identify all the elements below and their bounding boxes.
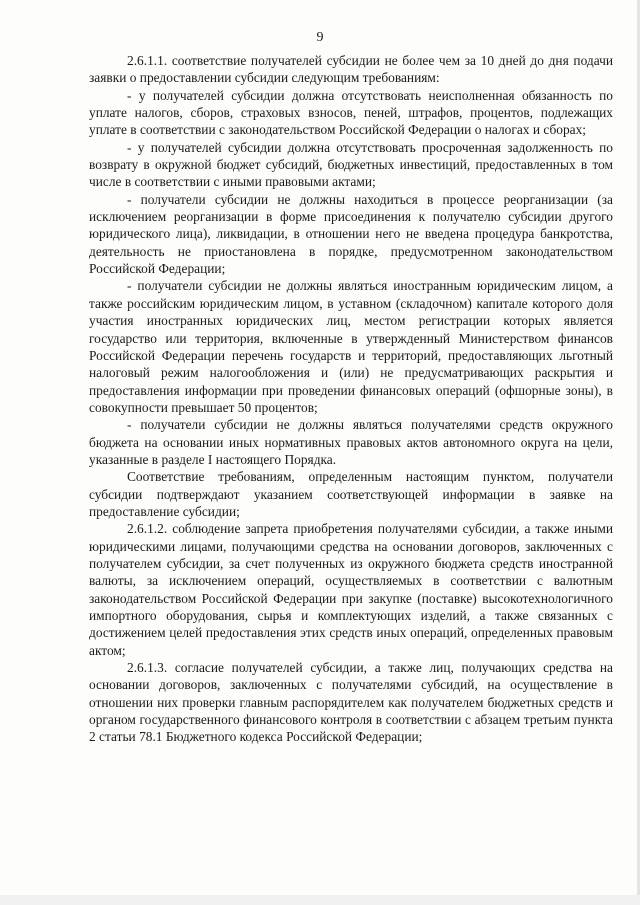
scan-bottom-band — [0, 895, 640, 905]
requirement-not-foreign-entity: - получатели субсидии не должны являться иностранным юридическим лицом, а также российским юридическим лицом, в уставном (складочном) капитале которого доля участия иностранных юридических лиц, местом регистрации которых является государство или территория, включенные в утвержденный Министерством финансов Российской Федерации перечень государств и территорий, предоставляющих льготный налоговый режим налогообложения и (или) не предусматривающих раскрытия и предоставления информации при проведении финансовых операций (офшорные зоны), в совокупности превышает 50 процентов; — [89, 278, 613, 415]
requirement-no-reorganization: - получатели субсидии не должны находиться в процессе реорганизации (за исключением реорганизации в форме присоединения к получателю субсидии другого юридического лица), ликвидации, в отношении него не введена процедура банкротства, деятельность не приостановлена в порядке, предусмотренном законодательством Российской Федерации; — [89, 191, 613, 277]
paragraph-2-6-1-3: 2.6.1.3. согласие получателей субсидии, а также лиц, получающих средства на основании договоров, заключенных с получателями субсидий, на осуществление в отношении них проверки главным распорядителем как получателем бюджетных средств и органом государственного финансового контроля в соответствии с абзацем третьим пункта 2 статьи 78.1 Бюджетного кодекса Российской Федерации; — [89, 660, 613, 745]
document-body — [89, 52, 613, 746]
page-number: 9 — [316, 30, 324, 45]
paragraph-2-6-1-2: 2.6.1.2. соблюдение запрета приобретения получателями субсидии, а также иными юридическими лицами, получающими средства на основании договоров, заключенных с получателем субсидии, за счет полученных из окружного бюджета средств иностранной валюты, за исключением операций, осуществляемых в соответствии с валютным законодательством Российской Федерации при закупке (поставке) высокотехнологичного импортного оборудования, сырья и комплектующих изделий, а также связанных с достижением целей предоставления этих средств иных операций, определенных правовым актом; — [89, 521, 613, 658]
requirement-no-tax-debt: - у получателей субсидии должна отсутствовать неисполненная обязанность по уплате налогов, сборов, страховых взносов, пеней, штрафов, процентов, подлежащих уплате в соответствии с законодательством Российской Федерации о налогах и сборах; — [89, 87, 613, 138]
requirement-not-other-recipient: - получатели субсидии не должны являться получателями средств окружного бюджета на основании иных нормативных правовых актов автономного округа на цели, указанные в разделе I настоящего Порядка. — [89, 417, 613, 467]
paragraph-2-6-1-1: 2.6.1.1. соответствие получателей субсидии не более чем за 10 дней до дня подачи заявки о предоставлении субсидии следующим требованиям: — [89, 53, 613, 86]
compliance-confirmation: Соответствие требованиям, определенным настоящим пунктом, получатели субсидии подтверждают указанием соответствующей информации в заявке на предоставление субсидии; — [89, 469, 613, 519]
requirement-no-overdue-debt: - у получателей субсидии должна отсутствовать просроченная задолженность по возврату в окружной бюджет субсидий, бюджетных инвестиций, предоставленных в том числе в соответствии с иными правовыми актами; — [89, 139, 613, 190]
